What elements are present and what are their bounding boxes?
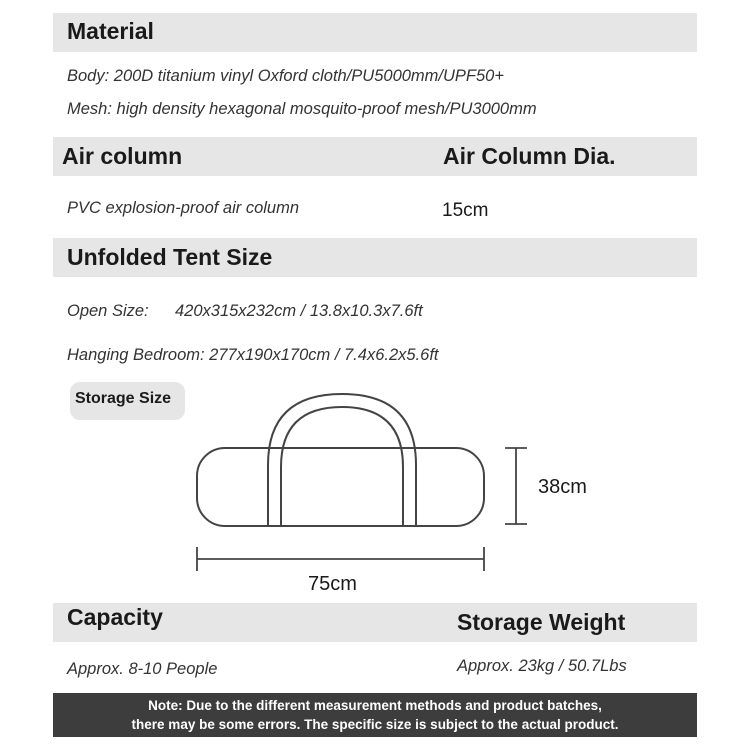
storage-size-label: Storage Size <box>75 390 172 407</box>
height-dimension-line <box>505 448 527 524</box>
material-mesh-text: Mesh: high density hexagonal mosquito-proof mesh/PU3000mm <box>67 100 537 118</box>
note-line-1: Note: Due to the different measurement methods and product batches, <box>148 698 602 713</box>
capacity-heading: Capacity <box>67 604 163 630</box>
bag-handle-shape <box>268 394 416 526</box>
air-column-dia-value: 15cm <box>442 200 489 221</box>
note-line-2: there may be some errors. The specific size is subject to the actual product. <box>131 717 619 732</box>
storage-weight-heading: Storage Weight <box>457 609 626 635</box>
storage-weight-value: Approx. 23kg / 50.7Lbs <box>457 657 627 675</box>
disclaimer-note <box>53 693 697 737</box>
length-dimension-line <box>197 547 484 571</box>
bag-body-shape <box>197 448 484 526</box>
material-body-text: Body: 200D titanium vinyl Oxford cloth/PU5000mm/UPF50+ <box>67 67 504 85</box>
air-column-heading: Air column <box>62 143 183 169</box>
capacity-value: Approx. 8-10 People <box>67 660 218 678</box>
air-column-dia-heading: Air Column Dia. <box>443 143 616 169</box>
storage-height-label: 38cm <box>538 476 587 498</box>
storage-length-label: 75cm <box>308 573 357 595</box>
material-heading: Material <box>67 18 154 44</box>
unfolded-size-heading: Unfolded Tent Size <box>67 244 273 270</box>
open-size-label: Open Size: <box>67 302 149 320</box>
air-column-value: PVC explosion-proof air column <box>67 199 300 217</box>
open-size-value: 420x315x232cm / 13.8x10.3x7.6ft <box>175 302 423 320</box>
hanging-bedroom-text: Hanging Bedroom: 277x190x170cm / 7.4x6.2x5.6ft <box>67 346 439 364</box>
